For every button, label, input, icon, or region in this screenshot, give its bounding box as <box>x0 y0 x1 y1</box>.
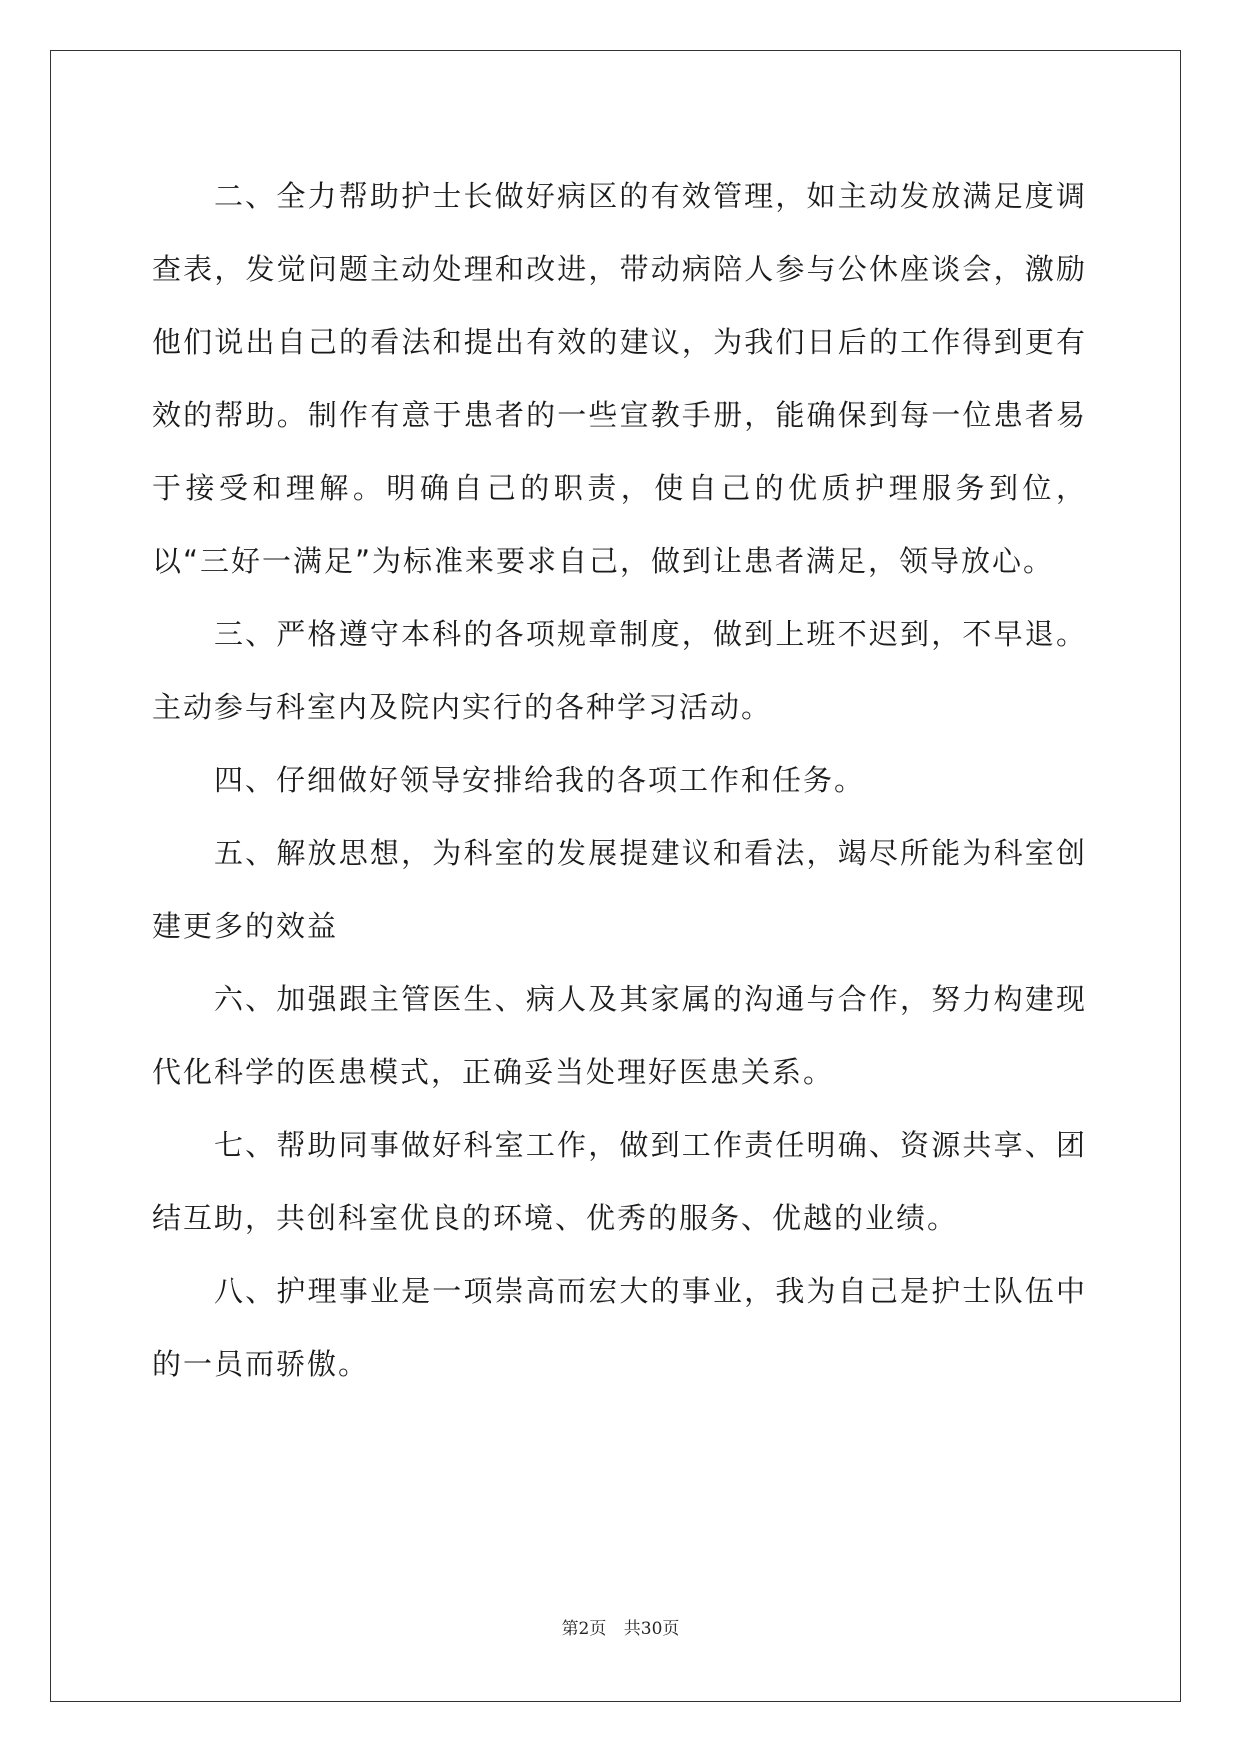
paragraph-8: 八、护理事业是一项崇高而宏大的事业，我为自己是护士队伍中的一员而骄傲。 <box>152 1274 1087 1381</box>
paragraph-2: 二、全力帮助护士长做好病区的有效管理，如主动发放满足度调查表，发觉问题主动处理和改进，带动病陪人参与公休座谈会，激励他们说出自己的看法和提出有效的建议，为我们日后的工作得到更有效的帮助。制作有意于患者的一些宣教手册，能确保到每一位患者易于接受和理解。明确自己的职责，使自己的优质护理服务到位，以“三好一满足”为标准来要求自己，做到让患者满足，领导放心。 <box>152 179 1087 578</box>
page-number: 第2页 <box>561 1619 607 1639</box>
page-footer <box>0 1614 1241 1639</box>
paragraph-7: 七、帮助同事做好科室工作，做到工作责任明确、资源共享、团结互助，共创科室优良的环境、优秀的服务、优越的业绩。 <box>152 1128 1087 1235</box>
document-body <box>152 160 1087 1401</box>
paragraph-6: 六、加强跟主管医生、病人及其家属的沟通与合作，努力构建现代化科学的医患模式，正确妥当处理好医患关系。 <box>152 982 1087 1089</box>
paragraph-4: 四、仔细做好领导安排给我的各项工作和任务。 <box>214 763 866 797</box>
paragraph-3: 三、严格遵守本科的各项规章制度，做到上班不迟到，不早退。主动参与科室内及院内实行的各种学习活动。 <box>152 617 1087 724</box>
page-total: 共30页 <box>623 1619 680 1639</box>
paragraph-5: 五、解放思想，为科室的发展提建议和看法，竭尽所能为科室创建更多的效益 <box>152 836 1087 943</box>
